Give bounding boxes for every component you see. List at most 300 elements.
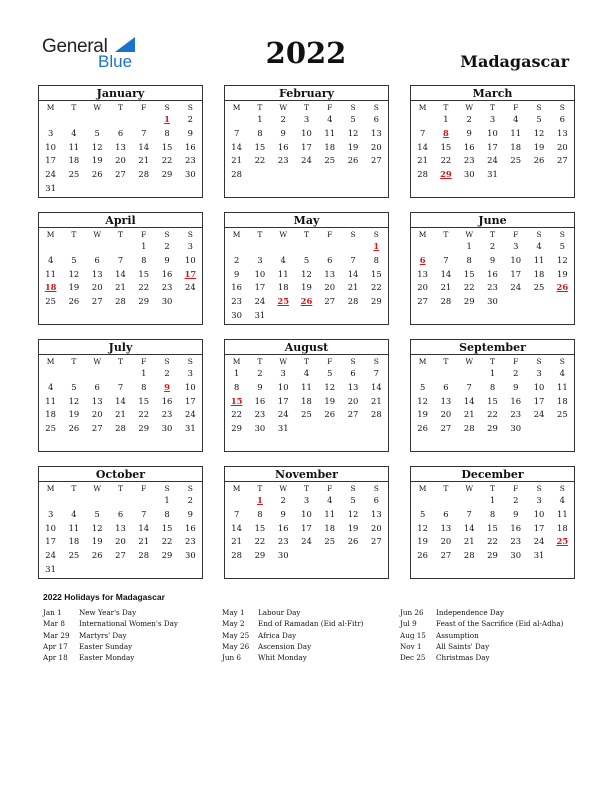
week-row <box>39 127 202 141</box>
day-cell: 8 <box>141 382 147 393</box>
day-cell: 4 <box>303 368 310 379</box>
holiday-name: Assumption <box>436 630 479 640</box>
day-cell: 25 <box>324 536 336 547</box>
holiday-name: Independence Day <box>436 608 504 617</box>
month-title: October <box>39 467 202 482</box>
day-cell: 27 <box>557 155 568 166</box>
day-cell: 9 <box>513 382 519 393</box>
weekday-header-row <box>39 229 202 240</box>
empty-day-cell <box>179 181 202 195</box>
day-cell: 2 <box>257 368 263 379</box>
day-cell: 9 <box>257 382 263 393</box>
day-cell: 3 <box>280 368 286 379</box>
day-cell: 31 <box>277 423 289 434</box>
empty-day-cell <box>551 168 574 182</box>
month-day-grid <box>39 229 202 308</box>
day-cell: 19 <box>347 522 359 533</box>
day-cell: 17 <box>487 141 498 152</box>
day-cell: 28 <box>115 423 126 434</box>
empty-day-cell <box>225 113 248 127</box>
day-cell: 22 <box>138 409 150 420</box>
empty-day-cell <box>248 240 271 254</box>
day-cell: 5 <box>559 241 566 252</box>
day-cell: 8 <box>466 255 472 266</box>
calendar-year: 2022 <box>265 36 347 70</box>
month-june <box>410 212 575 325</box>
empty-day-cell <box>155 562 178 576</box>
empty-day-cell <box>318 549 341 563</box>
week-row <box>411 281 574 295</box>
month-title: August <box>225 340 388 355</box>
day-cell: 22 <box>440 155 452 166</box>
week-row <box>39 521 202 535</box>
day-cell: 19 <box>533 141 545 152</box>
month-day-grid <box>411 102 574 181</box>
day-cell: 15 <box>440 141 452 152</box>
day-cell: 29 <box>254 550 266 561</box>
weekday-label: W <box>93 103 102 112</box>
holiday-day-cell: 29 <box>440 169 452 180</box>
day-cell: 27 <box>371 155 382 166</box>
holiday-day-cell: 15 <box>230 395 243 406</box>
day-cell: 16 <box>510 522 522 533</box>
day-cell: 15 <box>138 395 150 406</box>
day-cell: 11 <box>301 382 312 393</box>
week-row <box>39 140 202 154</box>
day-cell: 9 <box>233 268 240 279</box>
day-cell: 20 <box>440 409 452 420</box>
day-cell: 20 <box>91 282 103 293</box>
day-cell: 15 <box>161 141 173 152</box>
day-cell: 16 <box>487 268 498 279</box>
week-row <box>225 549 388 563</box>
week-row <box>225 240 388 254</box>
day-cell: 3 <box>47 128 54 139</box>
day-cell: 5 <box>94 128 100 139</box>
empty-day-cell <box>86 240 109 254</box>
day-cell: 10 <box>487 128 498 139</box>
day-cell: 25 <box>324 155 336 166</box>
day-cell: 13 <box>371 128 382 139</box>
day-cell: 22 <box>487 536 498 547</box>
day-cell: 10 <box>45 522 56 533</box>
day-cell: 12 <box>533 128 545 139</box>
day-cell: 2 <box>187 495 194 506</box>
day-cell: 11 <box>533 255 545 266</box>
day-cell: 13 <box>557 128 568 139</box>
weekday-label: S <box>164 484 170 493</box>
empty-day-cell <box>295 168 318 182</box>
weekday-label: S <box>373 484 379 493</box>
week-row <box>225 295 388 309</box>
day-cell: 31 <box>45 182 56 193</box>
day-cell: 12 <box>347 128 359 139</box>
day-cell: 11 <box>68 141 80 152</box>
day-cell: 10 <box>45 141 56 152</box>
brand-logo-text: General <box>42 36 108 57</box>
weekday-label: F <box>327 103 333 112</box>
day-cell: 4 <box>327 495 333 506</box>
week-row <box>39 508 202 522</box>
day-cell: 2 <box>513 495 519 506</box>
weekday-label: M <box>46 230 55 239</box>
day-cell: 28 <box>417 169 428 180</box>
day-cell: 27 <box>115 550 126 561</box>
weekday-label: F <box>513 357 519 366</box>
weekday-label: M <box>46 484 55 493</box>
day-cell: 26 <box>417 550 428 561</box>
empty-day-cell <box>504 168 527 182</box>
empty-day-cell <box>504 295 527 309</box>
week-row <box>411 240 574 254</box>
week-row <box>411 254 574 268</box>
day-cell: 19 <box>324 395 336 406</box>
day-cell: 4 <box>536 241 542 252</box>
day-cell: 23 <box>185 155 196 166</box>
day-cell: 1 <box>164 495 170 506</box>
day-cell: 16 <box>185 522 196 533</box>
day-cell: 30 <box>254 423 266 434</box>
day-cell: 19 <box>68 409 80 420</box>
day-cell: 20 <box>347 395 359 406</box>
day-cell: 14 <box>347 268 359 279</box>
day-cell: 13 <box>115 522 126 533</box>
day-cell: 12 <box>417 395 428 406</box>
day-cell: 10 <box>533 509 545 520</box>
day-cell: 7 <box>141 509 147 520</box>
week-row <box>411 549 574 563</box>
day-cell: 11 <box>510 128 522 139</box>
week-row <box>411 267 574 281</box>
day-cell: 2 <box>164 241 170 252</box>
day-cell: 18 <box>68 536 80 547</box>
month-day-grid <box>225 102 388 181</box>
weekday-label: W <box>465 357 474 366</box>
week-row <box>225 154 388 168</box>
day-cell: 23 <box>161 282 173 293</box>
weekday-label: S <box>373 103 379 112</box>
day-cell: 3 <box>536 495 542 506</box>
day-cell: 17 <box>301 141 312 152</box>
day-cell: 14 <box>417 141 428 152</box>
empty-day-cell <box>458 367 481 381</box>
month-title: December <box>411 467 574 482</box>
day-cell: 5 <box>71 382 77 393</box>
week-row <box>39 422 202 436</box>
week-row <box>39 154 202 168</box>
day-cell: 30 <box>161 296 173 307</box>
holiday-name: Martyrs' Day <box>79 630 127 640</box>
day-cell: 13 <box>371 509 382 520</box>
weekday-label: F <box>327 357 333 366</box>
day-cell: 12 <box>417 522 428 533</box>
day-cell: 20 <box>371 522 382 533</box>
day-cell: 19 <box>68 282 80 293</box>
week-row <box>411 140 574 154</box>
weekday-label: S <box>536 230 542 239</box>
weekday-label: T <box>443 230 449 239</box>
empty-day-cell <box>132 562 155 576</box>
day-cell: 29 <box>487 423 498 434</box>
empty-day-cell <box>318 240 341 254</box>
day-cell: 2 <box>280 114 286 125</box>
day-cell: 22 <box>254 155 266 166</box>
day-cell: 6 <box>117 509 124 520</box>
week-row <box>225 140 388 154</box>
day-cell: 19 <box>347 141 359 152</box>
week-row <box>225 308 388 322</box>
week-row <box>411 127 574 141</box>
holiday-day-cell: 8 <box>443 128 449 139</box>
day-cell: 1 <box>141 368 147 379</box>
day-cell: 29 <box>161 550 173 561</box>
day-cell: 6 <box>350 368 356 379</box>
week-row <box>39 535 202 549</box>
holiday-name: Whit Monday <box>258 653 307 663</box>
day-cell: 5 <box>71 255 77 266</box>
day-cell: 11 <box>45 268 56 279</box>
holiday-day-cell: 25 <box>277 296 290 307</box>
empty-day-cell <box>132 113 155 127</box>
weekday-label: W <box>465 103 474 112</box>
day-cell: 12 <box>91 141 103 152</box>
day-cell: 29 <box>371 296 382 307</box>
weekday-label: S <box>187 357 193 366</box>
day-cell: 20 <box>557 141 568 152</box>
holiday-name: Ascension Day <box>258 641 312 651</box>
day-cell: 10 <box>185 255 196 266</box>
day-cell: 20 <box>417 282 428 293</box>
day-cell: 13 <box>324 268 336 279</box>
empty-day-cell <box>551 295 574 309</box>
day-cell: 28 <box>115 296 126 307</box>
empty-day-cell <box>109 181 132 195</box>
month-title: March <box>411 86 574 101</box>
day-cell: 17 <box>185 395 196 406</box>
week-row <box>411 154 574 168</box>
empty-day-cell <box>86 562 109 576</box>
day-cell: 17 <box>45 536 56 547</box>
day-cell: 5 <box>303 255 310 266</box>
day-cell: 26 <box>324 409 336 420</box>
day-cell: 18 <box>533 268 545 279</box>
day-cell: 24 <box>301 155 312 166</box>
week-row <box>39 295 202 309</box>
day-cell: 19 <box>417 409 428 420</box>
day-cell: 18 <box>324 141 336 152</box>
holidays-title: 2022 Holidays for Madagascar <box>43 592 165 602</box>
day-cell: 8 <box>164 509 170 520</box>
day-cell: 31 <box>487 169 498 180</box>
week-row <box>39 168 202 182</box>
week-row <box>39 549 202 563</box>
weekday-label: S <box>559 357 565 366</box>
empty-day-cell <box>434 494 457 508</box>
day-cell: 13 <box>440 522 452 533</box>
day-cell: 30 <box>161 423 173 434</box>
weekday-label: S <box>164 357 170 366</box>
day-cell: 11 <box>277 268 289 279</box>
weekday-label: S <box>559 484 565 493</box>
weekday-label: M <box>418 103 427 112</box>
day-cell: 22 <box>254 536 266 547</box>
day-cell: 4 <box>327 114 333 125</box>
day-cell: 24 <box>301 536 312 547</box>
weekday-header-row <box>411 356 574 367</box>
weekday-label: S <box>350 103 356 112</box>
weekday-label: W <box>279 230 288 239</box>
weekday-label: T <box>303 484 309 493</box>
week-row <box>225 267 388 281</box>
week-row <box>225 113 388 127</box>
day-cell: 3 <box>513 241 519 252</box>
day-cell: 21 <box>115 409 126 420</box>
empty-day-cell <box>318 168 341 182</box>
week-row <box>411 494 574 508</box>
month-day-grid <box>39 102 202 195</box>
day-cell: 9 <box>164 255 170 266</box>
day-cell: 9 <box>280 128 286 139</box>
week-row <box>39 394 202 408</box>
day-cell: 9 <box>187 128 194 139</box>
day-cell: 21 <box>138 536 150 547</box>
weekday-label: M <box>46 357 55 366</box>
day-cell: 10 <box>277 382 289 393</box>
empty-day-cell <box>272 240 295 254</box>
weekday-label: W <box>279 484 288 493</box>
holiday-day-cell: 1 <box>257 495 263 506</box>
day-cell: 15 <box>254 141 266 152</box>
day-cell: 9 <box>513 509 519 520</box>
week-row <box>225 168 388 182</box>
day-cell: 30 <box>185 169 196 180</box>
weekday-label: S <box>350 357 356 366</box>
weekday-label: S <box>559 103 565 112</box>
day-cell: 14 <box>463 395 475 406</box>
day-cell: 17 <box>533 395 545 406</box>
day-cell: 15 <box>138 268 150 279</box>
weekday-header-row <box>411 102 574 113</box>
month-title: April <box>39 213 202 228</box>
week-row <box>39 267 202 281</box>
day-cell: 22 <box>161 155 173 166</box>
day-cell: 1 <box>489 368 496 379</box>
month-november <box>224 466 389 579</box>
week-row <box>39 113 202 127</box>
day-cell: 4 <box>559 368 566 379</box>
day-cell: 6 <box>373 495 380 506</box>
day-cell: 29 <box>231 423 242 434</box>
day-cell: 22 <box>161 536 173 547</box>
day-cell: 29 <box>487 550 498 561</box>
day-cell: 19 <box>417 536 428 547</box>
weekday-label: W <box>465 484 474 493</box>
day-cell: 4 <box>47 255 54 266</box>
day-cell: 30 <box>510 550 522 561</box>
day-cell: 5 <box>419 509 426 520</box>
empty-day-cell <box>62 113 85 127</box>
holiday-day-cell: 26 <box>556 282 569 293</box>
empty-day-cell <box>341 422 364 436</box>
holiday-name: Feast of the Sacrifice (Eid al-Adha) <box>436 619 564 629</box>
day-cell: 28 <box>138 550 150 561</box>
day-cell: 7 <box>233 509 240 520</box>
day-cell: 18 <box>301 395 312 406</box>
empty-day-cell <box>179 295 202 309</box>
day-cell: 30 <box>487 296 498 307</box>
day-cell: 23 <box>161 409 173 420</box>
day-cell: 20 <box>324 282 336 293</box>
day-cell: 21 <box>347 282 359 293</box>
weekday-label: W <box>279 357 288 366</box>
week-row <box>225 367 388 381</box>
empty-day-cell <box>109 367 132 381</box>
holiday-name: All Saints' Day <box>436 641 490 651</box>
week-row <box>411 408 574 422</box>
day-cell: 15 <box>487 522 498 533</box>
day-cell: 22 <box>231 409 242 420</box>
day-cell: 7 <box>350 255 356 266</box>
day-cell: 2 <box>187 114 194 125</box>
day-cell: 27 <box>115 169 126 180</box>
month-may <box>224 212 389 325</box>
day-cell: 5 <box>350 495 356 506</box>
day-cell: 7 <box>117 382 124 393</box>
day-cell: 2 <box>164 368 170 379</box>
weekday-label: T <box>117 484 123 493</box>
holiday-date: Aug 15 <box>400 630 426 640</box>
weekday-label: T <box>257 103 263 112</box>
holiday-day-cell: 25 <box>556 536 569 547</box>
month-april <box>38 212 203 325</box>
day-cell: 2 <box>233 255 240 266</box>
day-cell: 31 <box>45 563 56 574</box>
weekday-label: T <box>117 103 123 112</box>
day-cell: 24 <box>510 282 522 293</box>
empty-day-cell <box>434 367 457 381</box>
day-cell: 25 <box>533 282 545 293</box>
day-cell: 24 <box>533 409 545 420</box>
day-cell: 19 <box>91 536 103 547</box>
empty-day-cell <box>341 240 364 254</box>
day-cell: 10 <box>301 128 312 139</box>
month-day-grid <box>411 483 574 562</box>
day-cell: 23 <box>463 155 475 166</box>
day-cell: 27 <box>91 296 103 307</box>
month-day-grid <box>411 356 574 435</box>
empty-day-cell <box>272 308 295 322</box>
weekday-label: S <box>373 357 379 366</box>
weekday-label: M <box>418 357 427 366</box>
month-march <box>410 85 575 198</box>
day-cell: 6 <box>94 382 100 393</box>
weekday-label: F <box>513 103 519 112</box>
weekday-label: T <box>489 103 495 112</box>
day-cell: 13 <box>91 395 103 406</box>
day-cell: 13 <box>115 141 126 152</box>
day-cell: 3 <box>187 241 194 252</box>
month-day-grid <box>225 483 388 562</box>
day-cell: 8 <box>164 128 170 139</box>
day-cell: 20 <box>115 536 126 547</box>
day-cell: 12 <box>324 382 336 393</box>
weekday-label: T <box>489 484 495 493</box>
day-cell: 31 <box>185 423 196 434</box>
holiday-date: Jul 9 <box>400 619 417 629</box>
week-row <box>39 254 202 268</box>
weekday-label: T <box>257 230 263 239</box>
weekday-header-row <box>411 483 574 494</box>
